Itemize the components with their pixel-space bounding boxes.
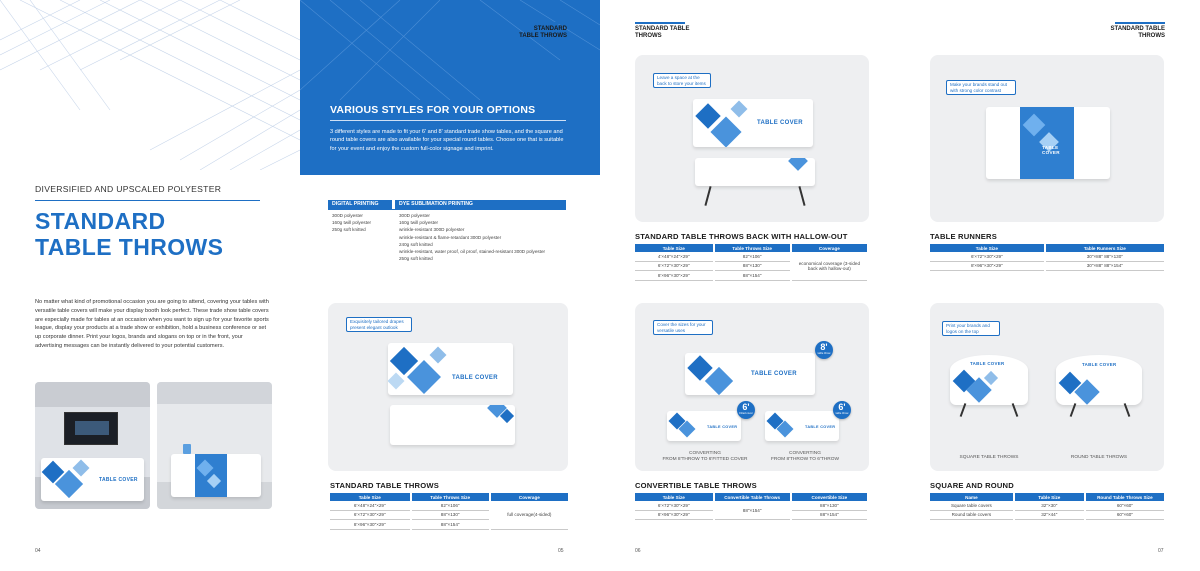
round-cloth	[1056, 355, 1142, 405]
converting-caption: CONVERTING FROM 8'THROW TO 6'THROW	[770, 451, 839, 462]
header-tab: STANDARD TABLE THROWS	[635, 26, 690, 39]
table-leg	[960, 403, 967, 417]
runner-photo	[157, 382, 272, 509]
header-tab: STANDARD TABLE THROWS	[519, 26, 567, 39]
page-number: 04	[35, 548, 41, 554]
table-leg	[798, 186, 805, 206]
table-cover-label: TABLE COVER	[805, 425, 836, 429]
section-title: CONVERTIBLE TABLE THROWS	[635, 481, 757, 490]
hero-title: VARIOUS STYLES FOR YOUR OPTIONS	[330, 104, 536, 116]
table-cover-plain	[986, 107, 1110, 179]
column-header: Table Size	[635, 493, 713, 501]
section-title: TABLE RUNNERS	[930, 232, 998, 241]
section-title: STANDARD TABLE THROWS BACK WITH HALLOW-OUT	[635, 232, 848, 241]
page-subtitle: DIVERSIFIED AND UPSCALED POLYESTER	[35, 184, 222, 194]
table-cover-6ft-throw	[765, 411, 839, 441]
digital-printing-header: DIGITAL PRINTING	[328, 200, 392, 209]
round-caption: ROUND TABLE THROWS	[1070, 455, 1128, 460]
square-table-throw	[950, 355, 1028, 413]
page-title	[35, 208, 223, 260]
table-cell: economical coverage (3-sided back with hallow-out)	[792, 252, 867, 281]
table-cover-photo	[171, 454, 261, 497]
table-cell: 30"×88" 88"×130"	[1046, 252, 1164, 262]
display-item	[183, 444, 191, 454]
table-cell: 88"×154"	[715, 501, 790, 520]
table-leg	[1124, 403, 1131, 417]
table-cell: 32"×30"	[1015, 501, 1084, 511]
convertible-card	[635, 303, 869, 471]
printing-methods-table	[328, 200, 566, 262]
column-header: Table Size	[330, 493, 410, 501]
list-item: 160g twill polyester	[399, 220, 439, 226]
table-cover-label: TABLE COVER	[1082, 362, 1117, 367]
ceiling	[157, 382, 272, 404]
column-header: Table Runners Size	[1046, 244, 1164, 252]
table-cell: 60"×60"	[1086, 501, 1164, 511]
column-header: Convertible Table Throws	[715, 493, 790, 501]
table-cell: 60"×60"	[1086, 511, 1164, 521]
page-title-line1: STANDARD	[35, 208, 166, 234]
table-cell: 4'×48"×24"×29"	[635, 252, 713, 262]
table-row	[930, 252, 1164, 262]
table-cell: 88"×154"	[412, 520, 489, 530]
table-cell: Round table covers	[930, 511, 1013, 521]
list-item: 300D polyester	[399, 213, 430, 218]
table-leg	[704, 186, 711, 206]
header-tab: STANDARD TABLE THROWS	[1110, 26, 1165, 39]
table-cover-label: TABLE COVER	[751, 371, 797, 377]
table-cell: Square table covers	[930, 501, 1013, 511]
callout-bubble: Leave a space at the back to store your items	[653, 73, 711, 88]
table-cell: 30"×88" 88"×154"	[1046, 262, 1164, 272]
table-cover-back	[695, 158, 815, 186]
table-runners-card	[930, 55, 1164, 222]
list-item: wrinkle-resistant, water proof, oil proof, stained-resistant 300D polyester	[399, 249, 546, 255]
table-cell: 88"×130"	[412, 511, 489, 521]
hallow-out-table	[633, 244, 869, 281]
table-cover-label: TABLE COVER	[970, 361, 1005, 366]
list-item: 240g soft knitted	[399, 241, 433, 247]
list-item: 250g soft knitted	[399, 256, 433, 262]
list-item: 250g soft knitted	[332, 227, 366, 233]
column-header: Table Throws Size	[715, 244, 790, 252]
page-number: 06	[635, 548, 641, 554]
table-cover-front	[693, 99, 813, 147]
size-badge-8ft: 8' table throw	[815, 341, 833, 359]
table-cell: 8'×96"×30"×29"	[930, 262, 1044, 272]
column-header: Round Table Throws Size	[1086, 493, 1164, 501]
list-item: 160g twill polyester	[332, 220, 372, 226]
table-cell: 8'×96"×30"×29"	[635, 271, 713, 281]
size-badge-6ft-fitted: 6' Fitted cover	[737, 401, 755, 419]
list-item: wrinkle-resistant & flame-retardant 300D polyester	[399, 234, 502, 240]
table-cell: 8'×96"×30"×29"	[330, 520, 410, 530]
table-cell: 88"×130"	[715, 262, 790, 272]
callout-bubble: Print your brands and logos on the top	[942, 321, 1000, 336]
table-leg	[1012, 403, 1019, 417]
monitor-screen	[64, 412, 118, 445]
callout-bubble: Make your brands stand out with strong color contrast	[946, 80, 1016, 95]
table-cell: 6'×72"×30"×29"	[635, 262, 713, 272]
converting-caption: CONVERTING FROM 8'THROW TO 6'FITTED COVER	[662, 451, 748, 462]
square-cloth	[950, 355, 1028, 405]
table-cover-8ft	[685, 353, 815, 395]
table-row	[635, 501, 867, 511]
ceiling	[35, 382, 150, 407]
square-caption: SQUARE TABLE THROWS	[959, 455, 1019, 460]
list-item: 300D polyester	[332, 213, 363, 218]
hero-divider	[330, 120, 566, 121]
subtitle-divider	[35, 200, 260, 201]
table-cell: 32"×44"	[1015, 511, 1084, 521]
callout-bubble: Exquisitely tailored drapes present elegant outlook	[346, 317, 412, 332]
table-cover-label: TABLE COVER	[1042, 145, 1060, 155]
page-number: 07	[1158, 548, 1164, 554]
table-row	[330, 501, 568, 511]
column-header: Convertible Size	[792, 493, 867, 501]
dye-sublimation-list	[399, 212, 569, 262]
list-item: wrinkle-resistant 300D polyester	[399, 227, 465, 233]
table-cell: 82"×106"	[715, 252, 790, 262]
decorative-line-pattern	[0, 0, 300, 170]
hero-line-pattern	[300, 0, 600, 100]
digital-printing-list	[332, 212, 392, 234]
column-header: Table Size	[1015, 493, 1084, 501]
dye-sublimation-header: DYE SUBLIMATION PRINTING	[395, 200, 566, 209]
square-round-card	[930, 303, 1164, 471]
column-header: Coverage	[491, 493, 568, 501]
page-number: 05	[558, 548, 564, 554]
standard-throws-table	[328, 493, 570, 530]
size-badge-6ft-throw: 6' table throw	[833, 401, 851, 419]
callout-bubble: Cover the sizes for your versatile uses	[653, 320, 713, 335]
table-row	[930, 511, 1164, 521]
table-cell: 6'×72"×30"×29"	[635, 501, 713, 511]
hallow-out-card	[635, 55, 869, 222]
table-cell: 8'×96"×30"×29"	[635, 511, 713, 521]
column-header: Table Throws Size	[412, 493, 489, 501]
table-runners-table	[928, 244, 1166, 271]
table-cell: 82"×106"	[412, 501, 489, 511]
column-header: Table Size	[930, 244, 1044, 252]
booth-photo	[35, 382, 150, 509]
intro-paragraph: No matter what kind of promotional occasion you are going to attend, covering your tables with versatile table covers will make your display booth look perfect. These trade show table covers are especially made for tables at an occasion when you want to sign up for your favorite sports league, display your products at a trade show or exhibition, hold a business conference or set up corporate dinner. Print your logos, brands and slogans on top or in the front, your advertising messages can be instantly delivered to your potential customers.	[35, 299, 269, 349]
section-title: STANDARD TABLE THROWS	[330, 481, 439, 490]
table-row	[635, 252, 867, 262]
table-cell: full coverage(4-sided)	[491, 501, 568, 530]
table-cell: 88"×130"	[792, 501, 867, 511]
header-bar	[635, 22, 685, 24]
table-cover-label: TABLE COVER	[99, 477, 138, 483]
hero-body: 3 different styles are made to fit your 6' and 8' standard trade show tables, and the square and round table covers are also available for your special round tables. Choose one that is suitable for your event and enjoy the custom full-color signage and imprint.	[330, 129, 564, 152]
table-cell: 6'×72"×30"×29"	[930, 252, 1044, 262]
table-cell: 6'×72"×30"×29"	[330, 511, 410, 521]
column-header: Name	[930, 493, 1013, 501]
header-bar	[517, 22, 567, 24]
table-row	[930, 501, 1164, 511]
column-header: Coverage	[792, 244, 867, 252]
table-row	[930, 262, 1164, 272]
table-cover-label: TABLE COVER	[707, 425, 738, 429]
table-cell: 88"×154"	[792, 511, 867, 521]
table-cell: 88"×154"	[715, 271, 790, 281]
square-round-table	[928, 493, 1166, 520]
table-cover-back	[390, 405, 515, 445]
table-runner	[195, 454, 227, 497]
convertible-table	[633, 493, 869, 520]
table-cover-6ft-fitted	[667, 411, 741, 441]
table-cover-label: TABLE COVER	[757, 120, 803, 126]
standard-throws-card	[328, 303, 568, 471]
table-cover-photo	[41, 458, 144, 501]
column-header: Table Size	[635, 244, 713, 252]
table-cell: 6'×48"×24"×29"	[330, 501, 410, 511]
printing-table-rule	[328, 209, 566, 210]
table-cover-label: TABLE COVER	[452, 375, 498, 381]
round-table-throw	[1056, 355, 1142, 415]
page-title-line2: TABLE THROWS	[35, 234, 224, 260]
table-cover-front	[388, 343, 513, 395]
table-runner	[1020, 107, 1074, 179]
header-bar	[1115, 22, 1165, 24]
section-title: SQUARE AND ROUND	[930, 481, 1014, 490]
table-leg	[1070, 403, 1077, 417]
